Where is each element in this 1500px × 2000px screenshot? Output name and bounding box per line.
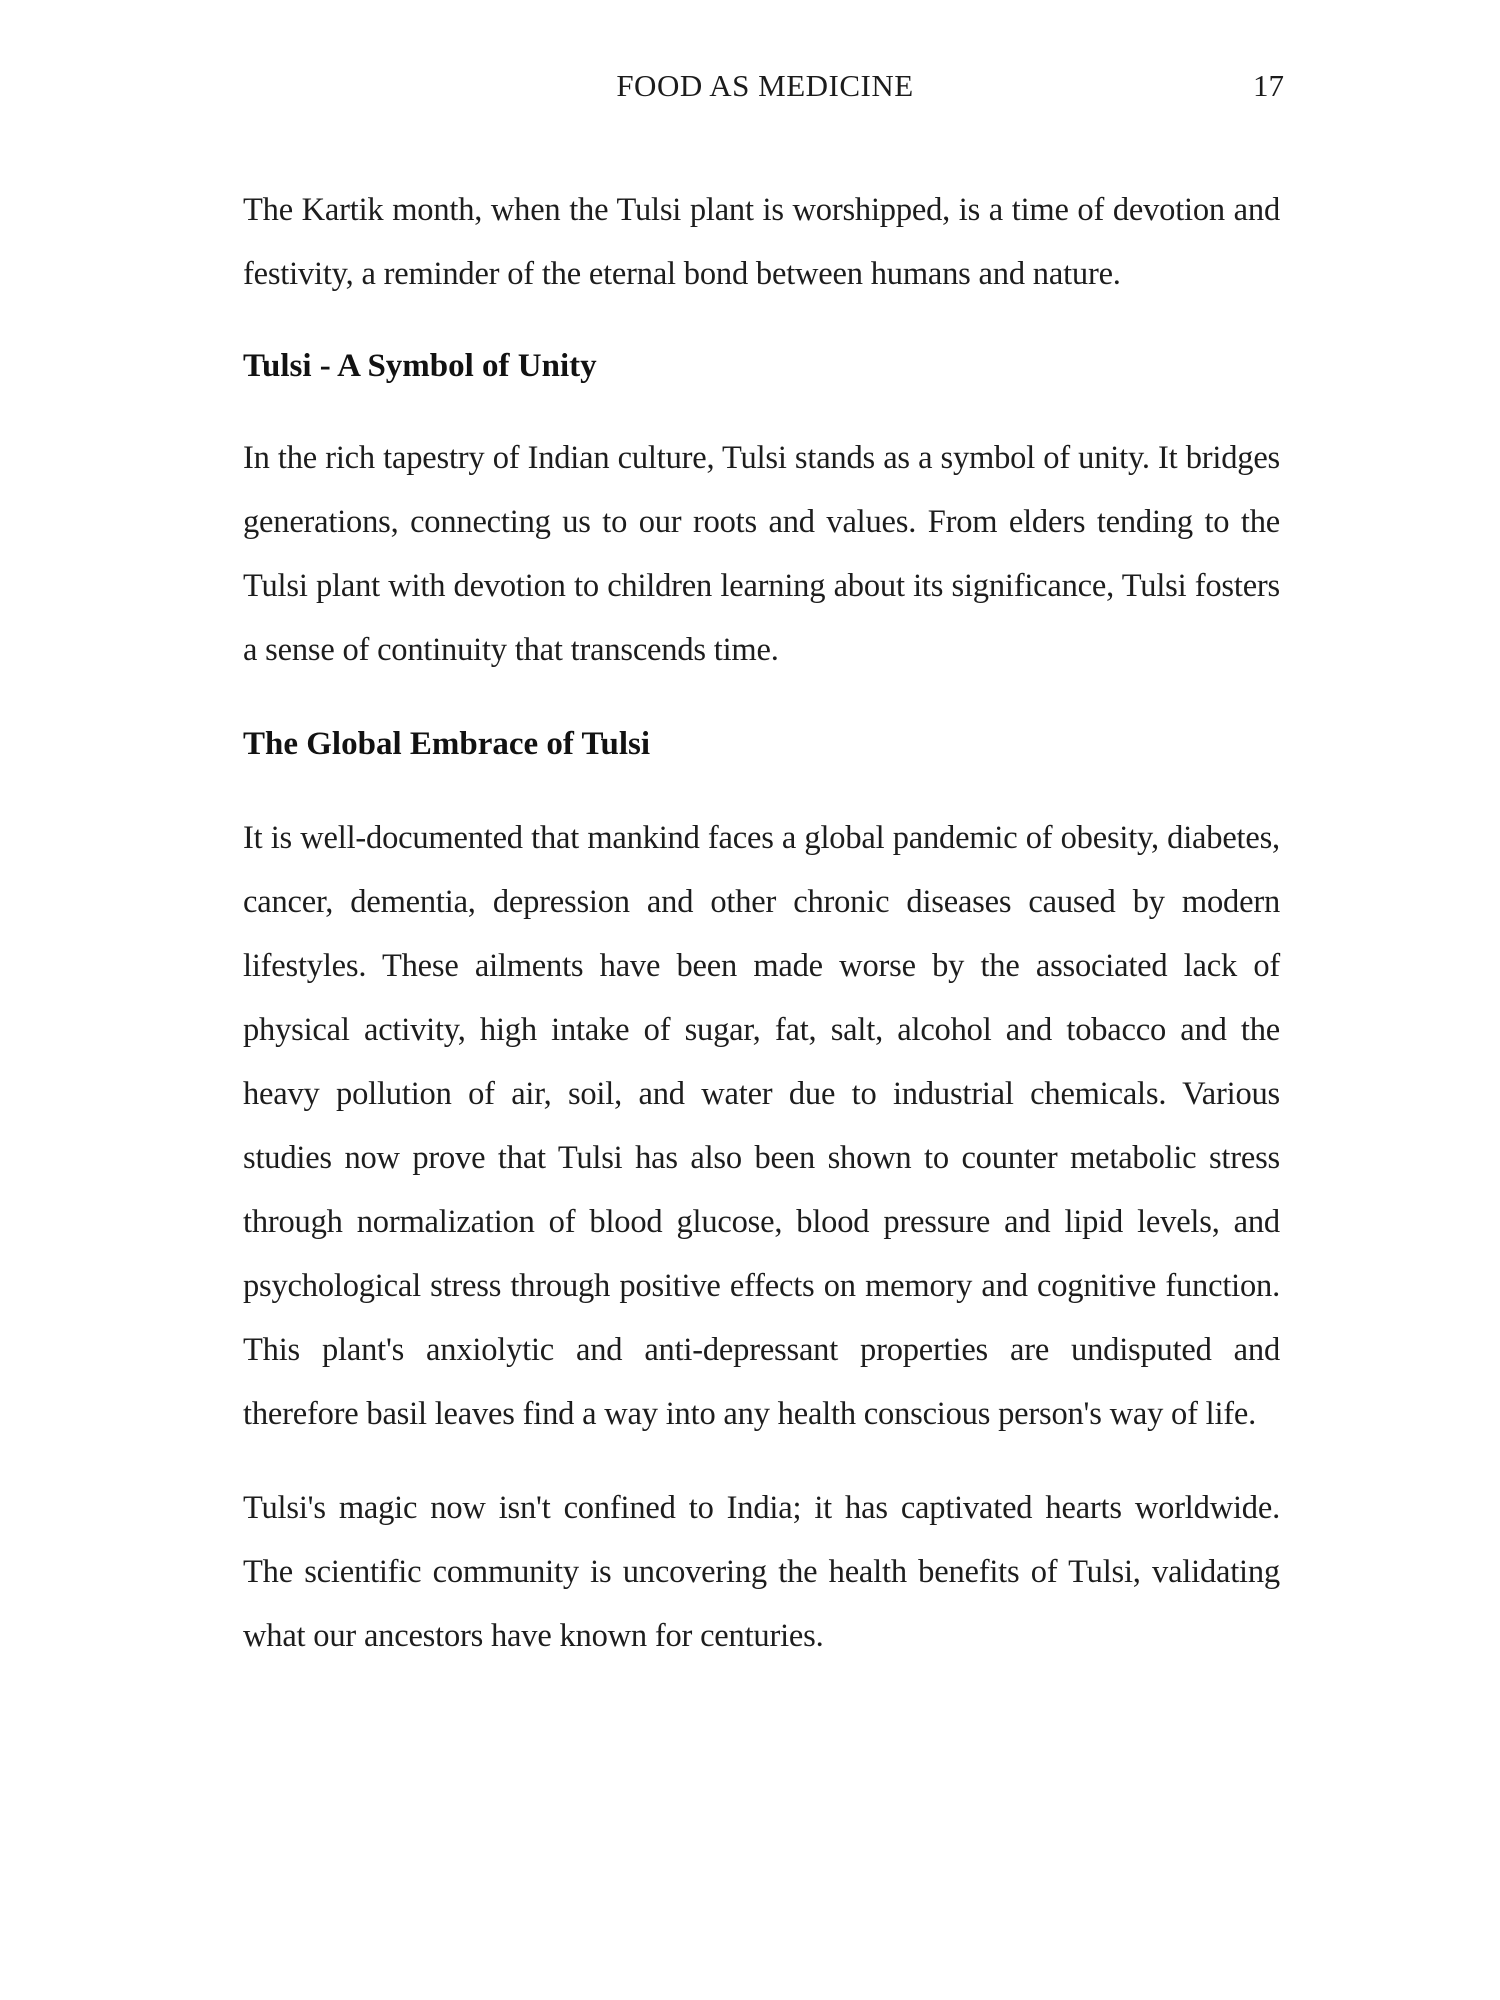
paragraph-tulsi-magic: Tulsi's magic now isn't confined to India; it has captivated hearts worldwide. The scientific community is uncovering the health benefits of Tulsi, validating what our ancestors have known for centuries. <box>243 1490 1280 1654</box>
running-title: FOOD AS MEDICINE <box>616 68 914 103</box>
page-number: 17 <box>1253 68 1284 103</box>
running-header <box>240 68 1284 108</box>
section-heading-global-embrace: The Global Embrace of Tulsi <box>243 726 651 762</box>
section-heading-symbol-of-unity: Tulsi - A Symbol of Unity <box>243 348 597 384</box>
paragraph-kartik-month: The Kartik month, when the Tulsi plant is worshipped, is a time of devotion and festivity, a reminder of the eternal bond between humans and nature. <box>243 192 1280 292</box>
paragraph-symbol-of-unity: In the rich tapestry of Indian culture, Tulsi stands as a symbol of unity. It bridges generations, connecting us to our roots and values. From elders tending to the Tulsi plant with devotion to children learning about its significance, Tulsi fosters a sense of continuity that transcends time. <box>243 440 1280 668</box>
paragraph-global-pandemic: It is well-documented that mankind faces a global pandemic of obesity, diabetes, cancer, dementia, depression and other chronic diseases caused by modern lifestyles. These ailments have been made worse by the associated lack of physical activity, high intake of sugar, fat, salt, alcohol and tobacco and the heavy pollution of air, soil, and water due to industrial chemicals. Various studies now prove that Tulsi has also been shown to counter metabolic stress through normalization of blood glucose, blood pressure and lipid levels, and psychological stress through positive effects on memory and cognitive function. This plant's anxiolytic and anti-depressant properties are undisputed and therefore basil leaves find a way into any health conscious person's way of life. <box>243 820 1280 1432</box>
page-content <box>243 178 1280 1668</box>
